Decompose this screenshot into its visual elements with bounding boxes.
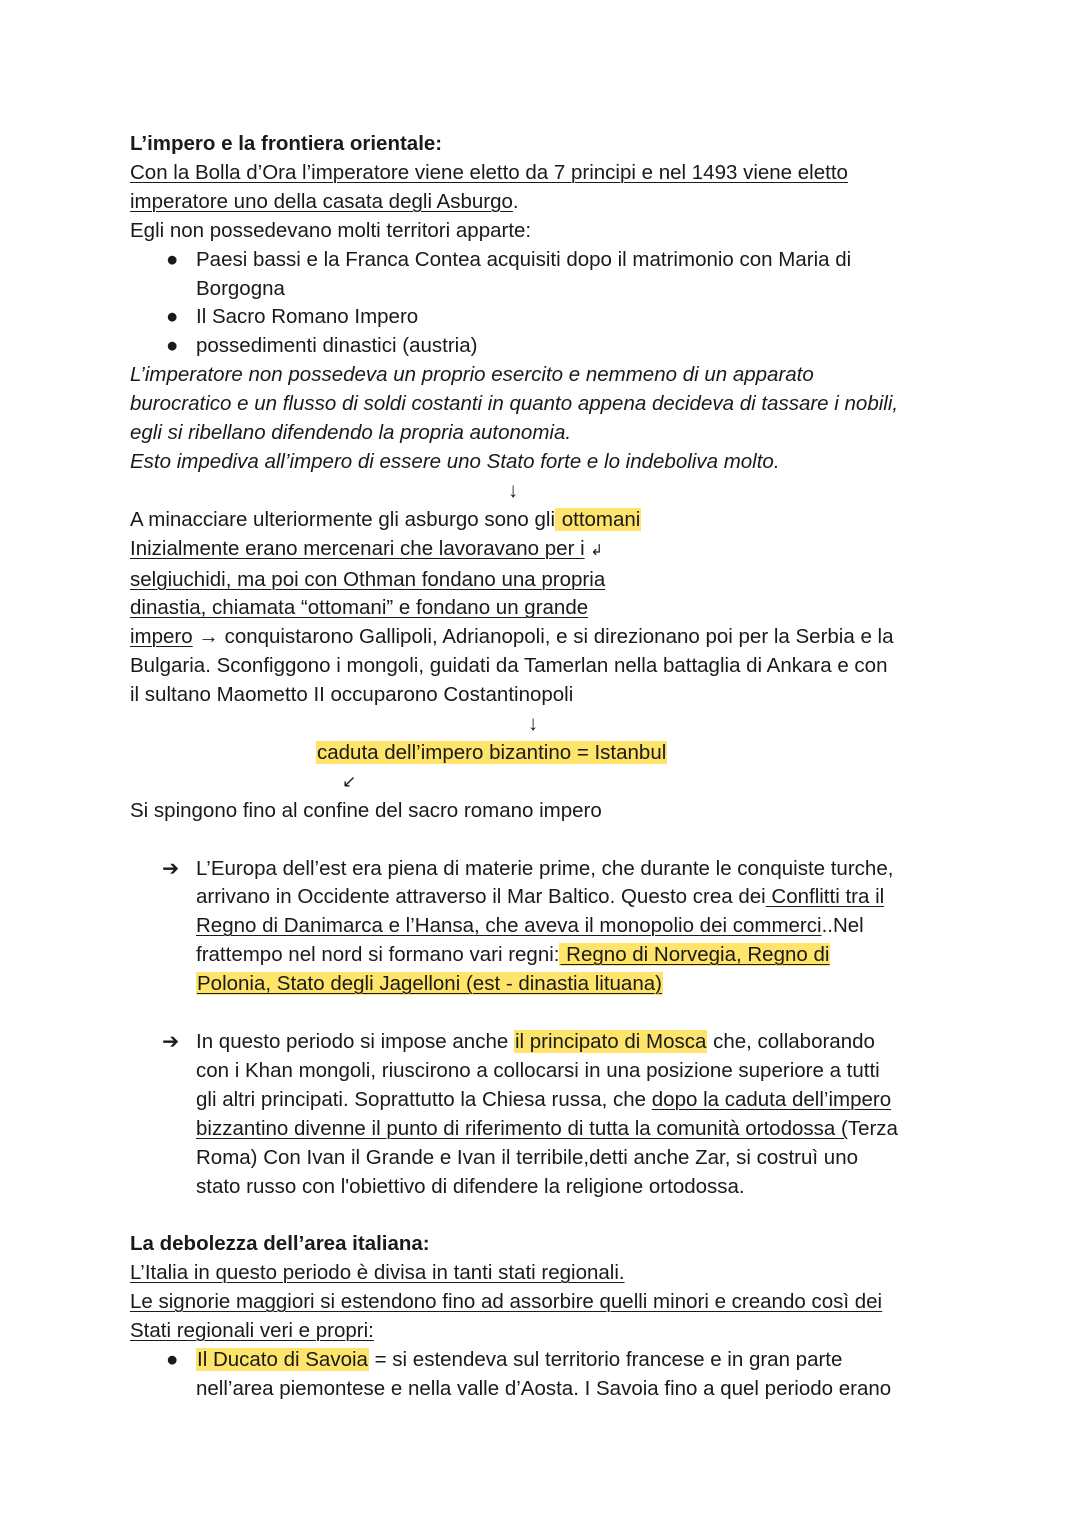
- text-line: Inizialmente erano mercenari che lavoravano per i ↲: [130, 536, 603, 560]
- text-line: L’Italia in questo periodo è divisa in tanti stati regionali.: [130, 1261, 625, 1285]
- section-heading-impero: L’impero e la frontiera orientale:: [130, 132, 443, 155]
- bullet-continuation: nell’area piemontese e nella valle d’Aosta. I Savoia fino a quel periodo erano: [196, 1376, 892, 1400]
- text-line: Stati regionali veri e propri:: [130, 1319, 374, 1343]
- highlight-savoia: Il Ducato di Savoia: [197, 1347, 368, 1371]
- text-line: Egli non possedevano molti territori apparte:: [130, 218, 532, 242]
- arrow-item: ➔ In questo periodo si impose anche il principato di Mosca che, collaborando: [130, 1028, 960, 1057]
- bullet-item: ● Paesi bassi e la Franca Contea acquisiti dopo il matrimonio con Maria di: [130, 246, 960, 275]
- text-line: Si spingono fino al confine del sacro romano impero: [130, 798, 602, 822]
- text-line: il sultano Maometto II occuparono Costantinopoli: [130, 683, 574, 707]
- arrow-sw-icon: ↙: [342, 771, 357, 791]
- text-line: bizzantino divenne il punto di riferimento di tutta la comunità ortodossa (Terza: [196, 1116, 898, 1140]
- text-line: selgiuchidi, ma poi con Othman fondano una propria: [130, 567, 606, 591]
- text-line: Roma) Con Ivan il Grande e Ivan il terribile,detti anche Zar, si costruì uno: [196, 1145, 859, 1169]
- arrow-right-icon: ➔: [162, 1030, 180, 1053]
- return-icon: ↲: [590, 541, 603, 559]
- highlight-caduta: caduta dell’impero bizantino = Istanbul: [317, 741, 667, 764]
- text-line: con i Khan mongoli, riuscirono a collocarsi in una posizione superiore a tutti: [196, 1058, 880, 1082]
- bullet-item: ● Il Sacro Romano Impero: [130, 303, 960, 332]
- text-line: dinastia, chiamata “ottomani” e fondano un grande: [130, 596, 589, 620]
- text-line: imperatore uno della casata degli Asburgo.: [130, 189, 519, 213]
- italic-line: burocratico e un flusso di soldi costanti in quanto appena decideva di tassare i nobili,: [130, 392, 899, 416]
- arrow-right-icon: ➔: [162, 856, 180, 880]
- text-line: stato russo con l'obiettivo di difendere la religione ortodossa.: [196, 1174, 745, 1198]
- text-line: Regno di Danimarca e l’Hansa, che aveva il monopolio dei commerci..Nel: [196, 914, 864, 938]
- text-line: Con la Bolla d’Ora l’imperatore viene eletto da 7 principi e nel 1493 viene eletto: [130, 160, 848, 184]
- highlight-mosca: il principato di Mosca: [514, 1030, 707, 1053]
- arrow-down-icon: ↓: [528, 712, 539, 736]
- italic-line: Esto impediva all’impero di essere uno Stato forte e lo indeboliva molto.: [130, 449, 780, 473]
- text-line: A minacciare ulteriormente gli asburgo sono gli ottomani: [130, 507, 641, 531]
- bullet-icon: ●: [166, 305, 179, 329]
- bullet-item: ● possedimenti dinastici (austria): [130, 332, 960, 361]
- text-line: arrivano in Occidente attraverso il Mar Baltico. Questo crea dei Conflitti tra il: [196, 885, 885, 909]
- bullet-item: ● Il Ducato di Savoia = si estendeva sul territorio francese e in gran parte: [130, 1346, 960, 1375]
- highlight-ottomani: ottomani: [556, 507, 641, 531]
- bullet-continuation: Borgogna: [196, 276, 285, 300]
- caduta-line: [130, 739, 960, 768]
- bullet-icon: ●: [166, 1347, 179, 1371]
- section-heading-italia: La debolezza dell’area italiana:: [130, 1232, 430, 1256]
- arrow-item: ➔ L’Europa dell’est era piena di materie prime, che durante le conquiste turche,: [130, 855, 960, 884]
- text-line: Le signorie maggiori si estendono fino ad assorbire quelli minori e creando così dei: [130, 1290, 883, 1314]
- text-line: Bulgaria. Sconfiggono i mongoli, guidati da Tamerlan nella battaglia di Ankara e con: [130, 654, 888, 678]
- bullet-icon: ●: [166, 334, 179, 358]
- arrow-down-icon: ↓: [508, 478, 519, 502]
- bullet-icon: ●: [166, 247, 179, 271]
- text-line: frattempo nel nord si formano vari regni: Regno di Norvegia, Regno di: [196, 943, 830, 967]
- italic-line: egli si ribellano difendendo la propria autonomia.: [130, 421, 572, 445]
- document-page: [130, 130, 960, 1404]
- text-line: Polonia, Stato degli Jagelloni (est - dinastia lituana): [197, 972, 662, 996]
- text-line: impero → conquistarono Gallipoli, Adrianopoli, e si direzionano poi per la Serbia e la: [130, 625, 894, 649]
- italic-line: L’imperatore non possedeva un proprio esercito e nemmeno di un apparato: [130, 363, 814, 387]
- text-line: gli altri principati. Soprattutto la Chiesa russa, che dopo la caduta dell’impero: [196, 1087, 892, 1111]
